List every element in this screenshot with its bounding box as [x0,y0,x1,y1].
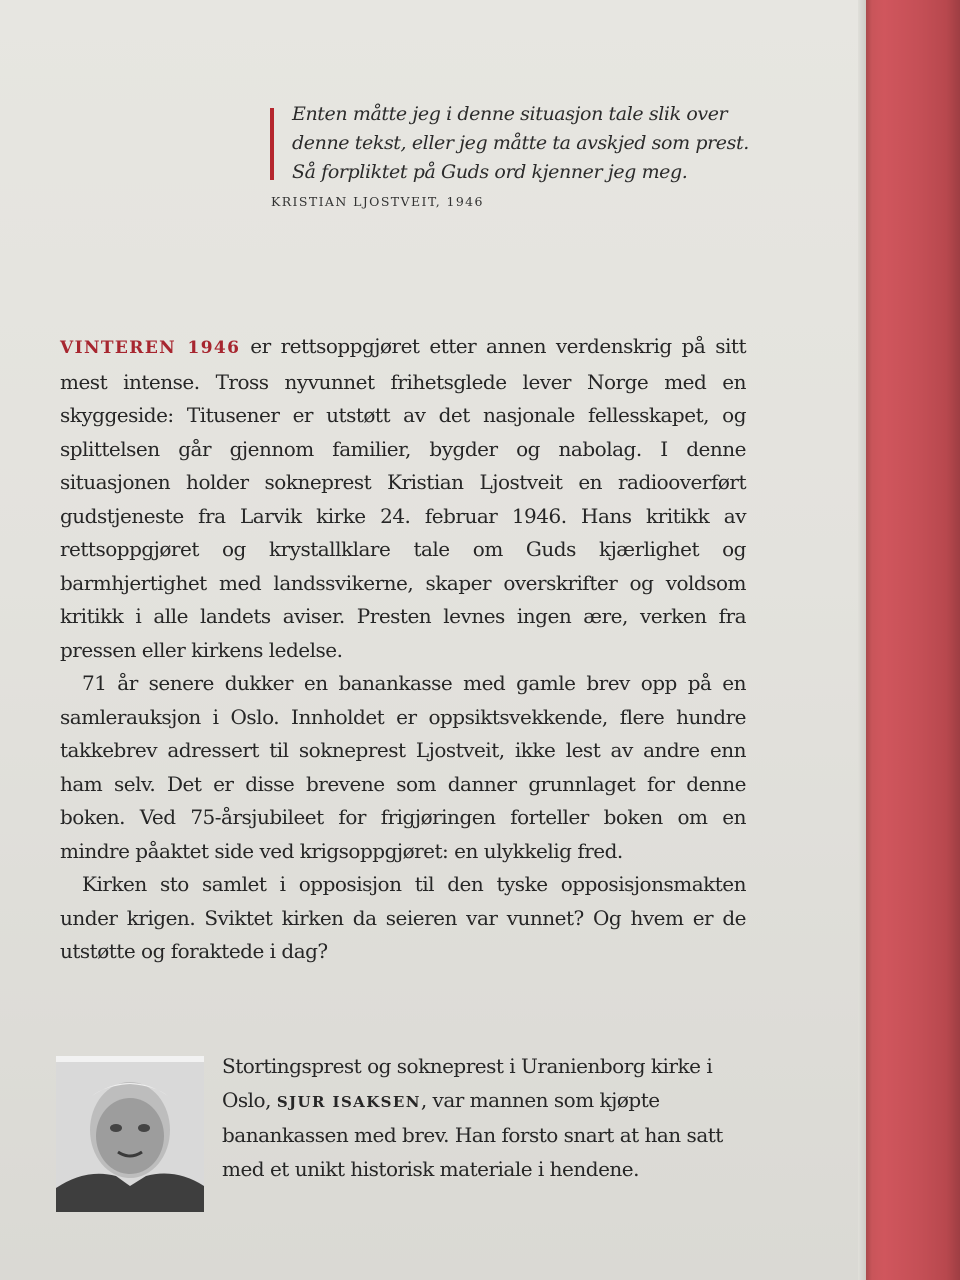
paragraph-1 [60,330,746,667]
paragraph-2: 71 år senere dukker en banankasse med gamle brev opp på en samlerauksjon i Oslo. Innholdet er oppsiktsvekkende, flere hundre takkebrev adressert til sokneprest Ljostveit, ikke lest av andre enn ham selv. Det er disse brevene som danner grunnlaget for denne boken. Ved 75-årsjubileet for frigjøringen forteller boken om en mindre påaktet side ved krigsoppgjøret: en ulykkelig fred. [60,671,746,863]
blurb-text [60,330,746,969]
author-portrait-icon [56,1056,204,1212]
quote-accent-bar [270,108,274,180]
author-name: SJUR ISAKSEN [276,1092,421,1111]
epigraph-quote: Enten måtte jeg i denne situasjon tale slik over denne tekst, eller jeg måtte ta avskjed som prest. Så forpliktet på Guds ord kjenner jeg meg. [292,103,749,183]
author-bio [222,1050,742,1186]
lead-in: VINTEREN 1946 [60,338,241,358]
author-photo [56,1056,204,1212]
paragraph-1-text: er rettsoppgjøret etter annen verdenskrig på sitt mest intense. Tross nyvunnet frihetsglede lever Norge med en skyggeside: Titusener er utstøtt av det nasjonale fellesskapet, og splittelsen går gjennom familier, bygder og nabolag. I denne situasjonen holder sokneprest Kristian Ljostveit en radiooverført gudstjeneste fra Larvik kirke 24. februar 1946. Hans kritikk av rettsoppgjøret og krystallklare tale om Guds kjærlighet og barmhjertighet med landssvikerne, skaper overskrifter og voldsom kritikk i alle landets aviser. Presten levnes ingen ære, verken fra pressen eller kirkens ledelse. [60,334,746,662]
epigraph-author: KRISTIAN LJOSTVEIT, 1946 [271,194,484,209]
book-spine [866,0,960,1280]
paragraph-3: Kirken sto samlet i opposisjon til den tyske opposisjonsmakten under krigen. Sviktet kirken da seieren var vunnet? Og hvem er de utstøtte og foraktede i dag? [60,872,746,963]
author-bio-intro: Stortingsprest og sokneprest i Uranienborg kirke i Oslo, [222,1054,713,1112]
author-bio-rest: , var mannen som kjøpte banankassen med brev. Han forsto snart at han satt med et unikt historisk materiale i hendene. [222,1087,723,1181]
